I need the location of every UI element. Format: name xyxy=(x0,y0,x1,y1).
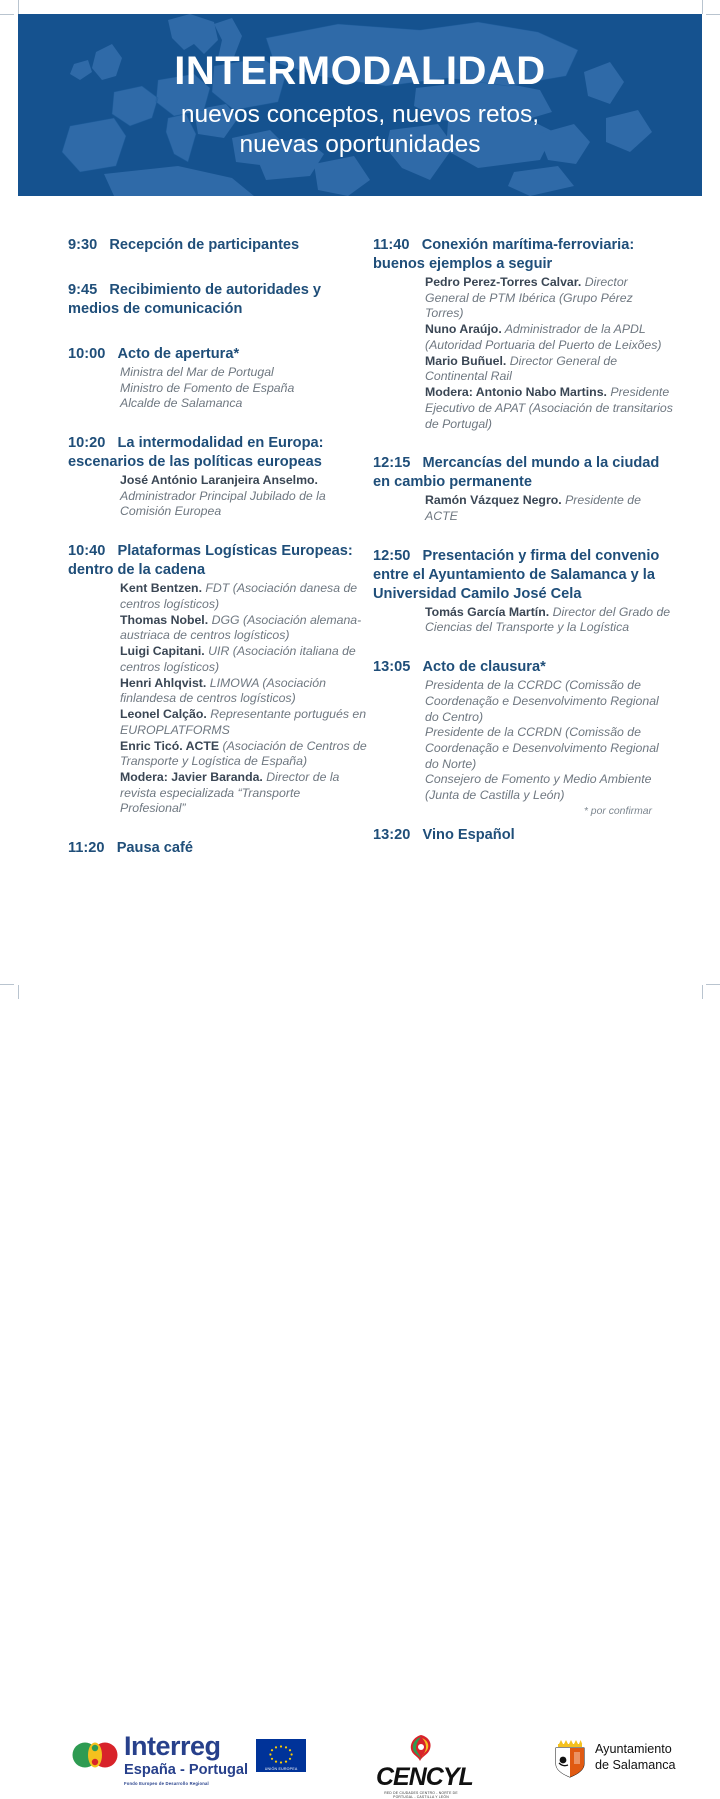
program-column-left xyxy=(68,236,368,884)
footer-logos xyxy=(0,862,720,1799)
program-entry-title: Acto de clausura* xyxy=(422,659,546,676)
speaker-item xyxy=(120,381,368,397)
speaker-item xyxy=(120,707,368,738)
program-entry xyxy=(373,236,673,432)
speaker-role: Director de la revista especializada “Transporte Profesional” xyxy=(120,769,340,816)
program-entry-title: La intermodalidad en Europa: escenarios de las políticas europeas xyxy=(68,435,324,471)
interreg-name: Interreg xyxy=(124,1731,221,1761)
program-entry-speaker-list xyxy=(373,275,673,432)
program-entry xyxy=(373,826,673,845)
program-entry-title: Mercancías del mundo a la ciudad en cambio permanente xyxy=(373,455,660,491)
speaker-role: Consejero de Fomento y Medio Ambiente (Junta de Castilla y León) xyxy=(425,772,652,803)
speaker-role: FDT (Asociación danesa de centros logísticos) xyxy=(120,581,358,611)
speaker-name: Tomás García Martín. xyxy=(425,604,550,619)
program-entry-heading xyxy=(68,236,368,255)
program-entry-time: 12:50 xyxy=(373,547,411,564)
speaker-name: Thomas Nobel. xyxy=(120,612,209,627)
program-entry-speaker-list xyxy=(68,473,368,520)
speaker-name: Ramón Vázquez Negro. xyxy=(425,493,562,508)
speaker-item xyxy=(425,385,673,432)
cencyl-fine-print: RED DE CIUDADES CENTRO - NORTE DE PORTUGAL - CASTILLA Y LEÓN xyxy=(384,1791,458,1799)
program-entry xyxy=(373,454,673,524)
speaker-role: Director General de Continental Rail xyxy=(425,353,618,384)
speaker-item xyxy=(120,613,368,644)
program-entry-heading xyxy=(68,281,368,319)
eu-flag-label: UNIÓN EUROPEA xyxy=(264,1767,298,1771)
program-entry-title: Pausa café xyxy=(116,840,193,857)
speaker-name: Pedro Perez-Torres Calvar. xyxy=(425,274,582,289)
speaker-item xyxy=(425,354,673,385)
crop-mark-top-right-h xyxy=(706,14,720,15)
speaker-item xyxy=(425,772,673,803)
program-entry-heading xyxy=(68,542,368,580)
program-entry-heading xyxy=(68,434,368,472)
program-entry-speaker-list xyxy=(68,581,368,817)
speaker-role: Alcalde de Salamanca xyxy=(120,396,243,411)
speaker-role: Administrador de la APDL (Autoridad Portuaria del Puerto de Leixões) xyxy=(425,322,662,352)
program-schedule xyxy=(0,236,720,884)
program-entry-heading xyxy=(68,345,368,364)
crop-mark-bottom-right-v xyxy=(702,985,703,999)
speaker-name: Mario Buñuel. xyxy=(425,353,507,368)
eu-flag-icon xyxy=(256,1739,306,1772)
salamanca-line-2: de Salamanca xyxy=(595,1758,676,1772)
program-entry-time: 11:20 xyxy=(68,840,105,857)
speaker-item xyxy=(120,739,368,770)
program-entry xyxy=(68,281,368,319)
program-entry-title: Conexión marítima-ferroviaria: buenos ejemplos a seguir xyxy=(373,237,635,272)
crop-mark-bottom-left-h xyxy=(0,984,14,985)
crop-mark-top-left-v xyxy=(18,0,19,14)
page-subtitle-line-1: nuevos conceptos, nuevos retos, xyxy=(180,101,540,129)
page-subtitle-line-2: nuevas oportunidades xyxy=(239,131,481,158)
speaker-name: Leonel Calção. xyxy=(120,707,207,722)
speaker-name: Kent Bentzen. xyxy=(120,581,202,596)
program-entry-speaker-list xyxy=(373,605,673,636)
speaker-item xyxy=(425,275,673,322)
speaker-item xyxy=(120,396,368,412)
program-entry-time: 13:05 xyxy=(373,659,411,676)
program-entry-heading xyxy=(373,236,673,274)
program-entry xyxy=(68,236,368,255)
program-entry-time: 13:20 xyxy=(373,826,411,843)
speaker-item xyxy=(120,676,368,707)
program-entry-heading xyxy=(373,658,673,677)
speaker-role: DGG (Asociación alemana-austriaca de centros logísticos) xyxy=(120,612,362,643)
speaker-role: Ministra del Mar de Portugal xyxy=(120,364,274,379)
program-entry xyxy=(373,547,673,636)
footnote: * por confirmar xyxy=(583,806,652,817)
crop-mark-top-right-v xyxy=(702,0,703,14)
speaker-name: Modera: Antonio Nabo Martins. xyxy=(425,385,607,400)
speaker-name: Enric Ticó. ACTE xyxy=(120,738,220,753)
speaker-name: Henri Ahlqvist. xyxy=(120,675,207,690)
interreg-fine-print: Fondo Europeo de Desarrollo Regional xyxy=(124,1781,209,1787)
program-entry-title: Recibimiento de autoridades y medios de comunicación xyxy=(68,281,322,317)
program-entry-time: 11:40 xyxy=(373,237,410,253)
speaker-item xyxy=(120,770,368,817)
program-entry-heading xyxy=(373,826,673,845)
speaker-role: Representante portugués en EUROPLATFORMS xyxy=(120,707,367,737)
program-entry-time: 10:40 xyxy=(68,543,106,560)
salamanca-logo xyxy=(552,1738,676,1778)
speaker-role: UIR (Asociación italiana de centros logísticos) xyxy=(120,644,356,674)
program-entry xyxy=(68,345,368,412)
salamanca-wordmark xyxy=(595,1742,676,1773)
speaker-role: Administrador Principal Jubilado de la Comisión Europea xyxy=(120,488,326,519)
salamanca-line-1: Ayuntamiento xyxy=(595,1742,672,1757)
speaker-item xyxy=(120,473,368,520)
speaker-name: Luigi Capitani. xyxy=(120,644,205,659)
cencyl-name: CENCYL xyxy=(376,1763,473,1791)
cencyl-logo xyxy=(376,1734,473,1799)
salamanca-coat-of-arms-icon xyxy=(552,1738,588,1778)
program-entry-speaker-list xyxy=(68,365,368,412)
speaker-role: Director del Grado de Ciencias del Transporte y la Logística xyxy=(425,604,671,635)
speaker-name: Nuno Araújo. xyxy=(425,322,502,337)
speaker-item xyxy=(425,678,673,725)
program-entry-heading xyxy=(373,547,673,604)
program-entry-heading xyxy=(68,839,368,858)
speaker-item xyxy=(120,365,368,381)
program-entry xyxy=(373,658,673,804)
speaker-role: Presidenta de la CCRDC (Comissão de Coordenação e Desenvolvimento Regional do Centro) xyxy=(425,678,659,724)
speaker-item xyxy=(425,725,673,772)
interreg-subtitle: España - Portugal xyxy=(124,1761,249,1778)
speaker-role: Ministro de Fomento de España xyxy=(120,380,295,395)
speaker-role: Presidente de la CCRDN (Comissão de Coordenação e Desenvolvimento Regional do Norte) xyxy=(425,725,659,771)
speaker-role: (Asociación de Centros de Transporte y Logística de España) xyxy=(120,738,367,769)
crop-mark-bottom-right-h xyxy=(706,984,720,985)
speaker-item xyxy=(120,644,368,675)
speaker-item xyxy=(425,493,673,524)
program-entry-title: Vino Español xyxy=(422,826,515,843)
interreg-logo xyxy=(72,1731,306,1787)
speaker-item xyxy=(425,605,673,636)
crop-mark-top-left-h xyxy=(0,14,14,15)
program-entry-time: 9:30 xyxy=(68,237,98,253)
page-subtitle xyxy=(181,100,539,160)
crop-mark-bottom-left-v xyxy=(18,985,19,999)
speaker-role: Presidente Ejecutivo de APAT (Asociación de transitarios de Portugal) xyxy=(425,385,673,431)
speaker-role: LIMOWA (Asociación finlandesa de centros logísticos) xyxy=(120,675,326,706)
interreg-mark-icon xyxy=(72,1737,118,1773)
header-banner xyxy=(18,14,702,196)
cencyl-mark-icon xyxy=(406,1734,436,1764)
speaker-item xyxy=(425,322,673,353)
program-entry xyxy=(68,542,368,817)
program-entry-heading xyxy=(373,454,673,492)
page-title: INTERMODALIDAD xyxy=(174,49,546,94)
program-entry-speaker-list xyxy=(373,678,673,804)
program-entry xyxy=(68,434,368,520)
program-entry-speaker-list xyxy=(373,493,673,524)
speaker-role: Presidente de ACTE xyxy=(425,493,641,523)
program-entry-title: Acto de apertura* xyxy=(117,345,240,362)
speaker-role: Director General de PTM Ibérica (Grupo Pérez Torres) xyxy=(425,274,633,321)
speaker-name: José António Laranjeira Anselmo. xyxy=(120,473,318,488)
program-entry-title: Recepción de participantes xyxy=(109,237,300,253)
speaker-item xyxy=(120,581,368,612)
interreg-wordmark xyxy=(124,1731,249,1787)
program-entry xyxy=(68,839,368,858)
program-entry-time: 10:00 xyxy=(68,345,106,362)
program-entry-title: Plataformas Logísticas Europeas: dentro de la cadena xyxy=(68,543,353,579)
program-entry-title: Presentación y firma del convenio entre el Ayuntamiento de Salamanca y la Universidad Camilo José Cela xyxy=(373,547,660,602)
program-column-right xyxy=(373,236,673,884)
program-entry-time: 9:45 xyxy=(68,281,98,298)
program-entry-time: 10:20 xyxy=(68,435,106,452)
speaker-name: Modera: Javier Baranda. xyxy=(120,769,263,784)
program-entry-time: 12:15 xyxy=(373,455,411,472)
